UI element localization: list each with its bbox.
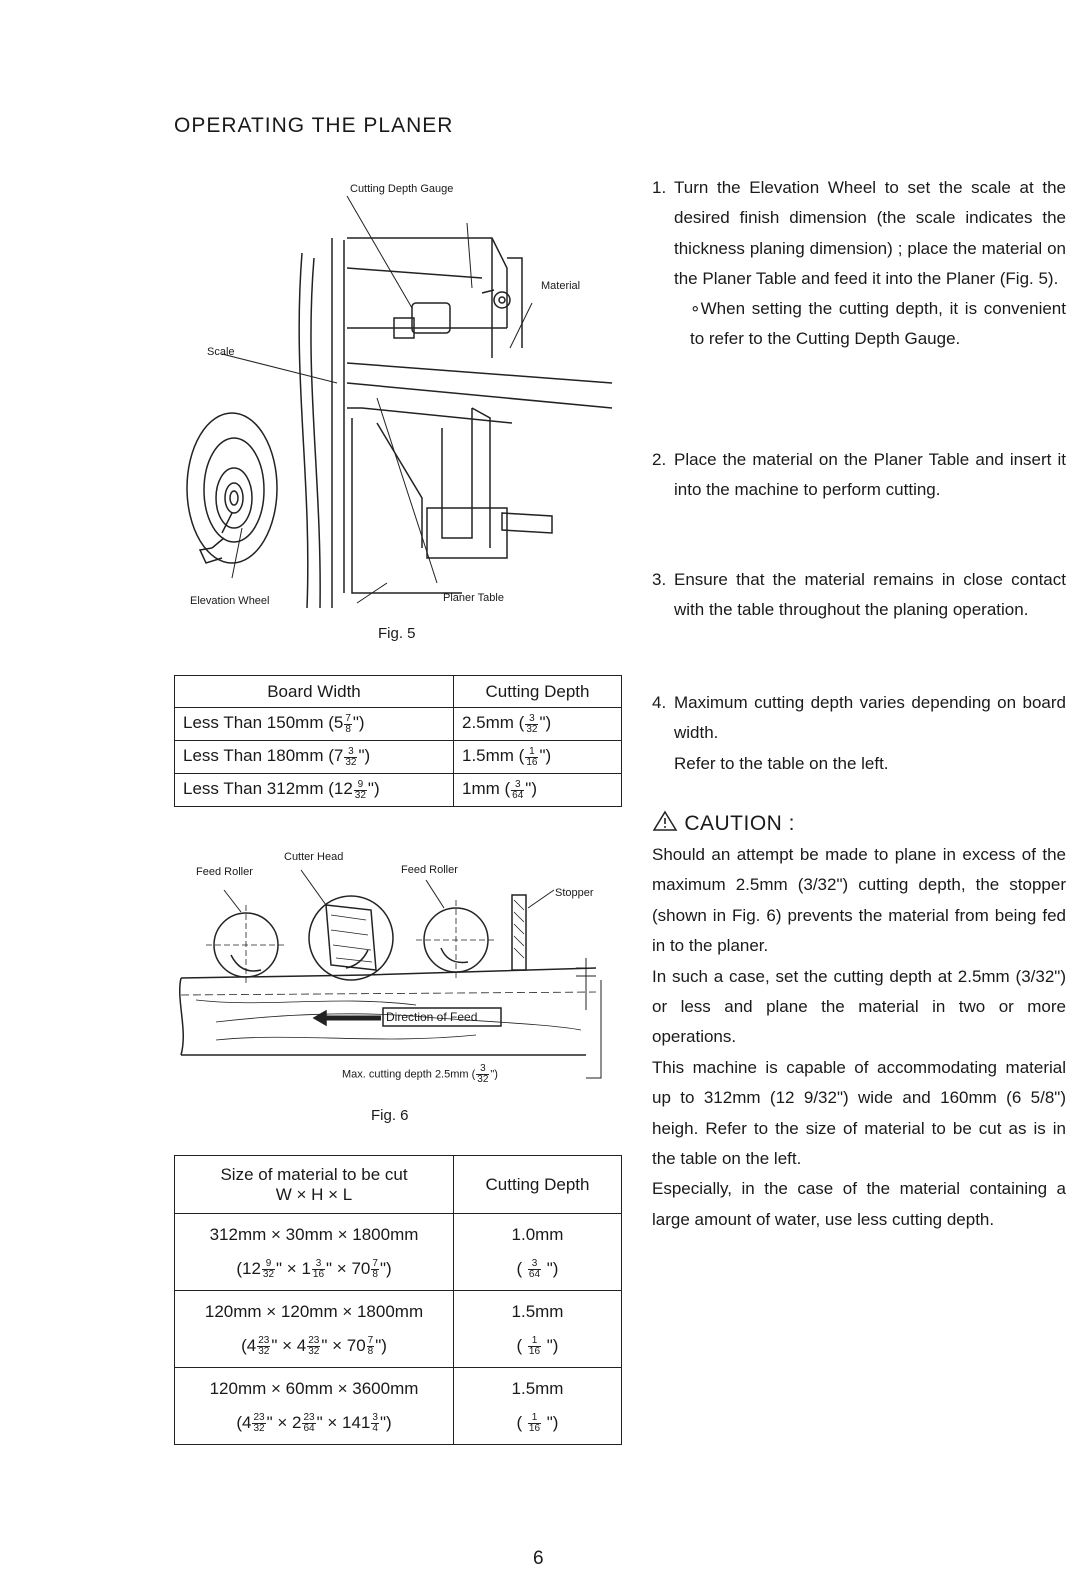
label-max-cutting-depth: Max. cutting depth 2.5mm ( $\frac{3}{32}$ ") [342,1063,498,1085]
fraction: $\frac{3}{32}$ [345,745,357,768]
step-number: 3. [652,570,667,589]
step-text: Turn the Elevation Wheel to set the scale at the desired finish dimension (the scale indicates the thickness planing dimension) ; place the material on the Planer Table and feed it into the Planer (Fig. 5). [674,178,1066,288]
table1-header-width: Board Width [175,676,454,708]
step-note: ∘When setting the cutting depth, it is convenient to refer to the Cutting Depth Gauge. [690,299,1066,349]
table-row [175,1291,622,1368]
fig5-caption: Fig. 5 [378,625,416,642]
step-number: 4. [652,693,667,712]
step-text: Ensure that the material remains in close contact with the table throughout the planing operation. [674,570,1066,620]
caution-paragraph: In such a case, set the cutting depth at 2.5mm (3/32") or less and plane the material in two or more operations. [652,966,1066,1047]
table-row: Less Than 312mm (12 $\frac{9}{32}$ ") 1mm ( $\frac{3}{64}$ ") [175,774,622,807]
step-1 [652,173,1066,355]
label-elevation-wheel: Elevation Wheel [190,595,270,607]
fig6-caption: Fig. 6 [371,1107,409,1124]
cell-depth: 1.5mm ( $\frac{1}{16}$ ") [454,1291,622,1368]
table1-header-depth: Cutting Depth [454,676,622,708]
caution-body [652,840,1066,1235]
step-number: 2. [652,450,667,469]
material-size-table [174,1155,622,1445]
warning-icon [652,810,678,832]
table-row: Less Than 150mm (5 $\frac{7}{8}$ ") 2.5mm ( $\frac{3}{32}$ ") [175,708,622,741]
cell-depth: 1.5mm ( $\frac{1}{16}$ ") [454,1368,622,1445]
step-3 [652,565,1066,626]
caution-heading [652,810,795,836]
fraction: $\frac{3}{64}$ [512,778,524,801]
label-stopper: Stopper [555,887,594,899]
fraction: $\frac{9}{32}$ [354,778,366,801]
table-row: Less Than 180mm (7 $\frac{3}{32}$ ") 1.5mm ( $\frac{1}{16}$ ") [175,741,622,774]
cell-size: 312mm × 30mm × 1800mm (12 $\frac{9}{32}$ " × 1 $\frac{3}{16}$ " × 70 $\frac{7}{8}$ ") [175,1214,454,1291]
step-4 [652,688,1066,779]
cell-text: 1.5mm ( [462,746,525,766]
label-planer-table: Planer Table [443,592,504,604]
cell-text: Less Than 312mm (12 [183,779,353,799]
cell-text: 2.5mm ( [462,713,525,733]
fraction: $\frac{3}{32}$ [477,1063,489,1085]
label-direction-of-feed: Direction of Feed [386,1010,478,1024]
label-scale: Scale [207,346,235,358]
caution-paragraph: This machine is capable of accommodating material up to 312mm (12 9/32") wide and 160mm (6 5/8") heigh. Refer to the size of material to be cut as is in the table on the left. [652,1057,1066,1169]
board-width-table [174,675,622,807]
cell-text: Less Than 150mm (5 [183,713,344,733]
cell-depth: 1.0mm ( $\frac{3}{64}$ ") [454,1214,622,1291]
cell-text: 1mm ( [462,779,511,799]
label-cutter-head: Cutter Head [284,851,344,863]
caution-paragraph: Should an attempt be made to plane in excess of the maximum 2.5mm (3/32") cutting depth, the stopper (shown in Fig. 6) prevents the material from being fed in to the planer. [652,845,1066,956]
fig5-illustration [172,178,632,618]
page-number: 6 [533,1548,544,1569]
fraction: $\frac{1}{16}$ [526,745,538,768]
label-material: Material [541,280,581,292]
step-text: Place the material on the Planer Table and insert it into the machine to perform cutting. [674,450,1066,500]
table2-header-depth: Cutting Depth [454,1156,622,1214]
page-title: OPERATING THE PLANER [174,114,454,137]
step-text: Maximum cutting depth varies depending on board width. [674,693,1066,743]
fraction: $\frac{7}{8}$ [345,712,351,735]
label-feed-roller-right: Feed Roller [401,864,458,876]
cell-size: 120mm × 60mm × 3600mm (4 $\frac{23}{32}$ " × 2 $\frac{23}{64}$ " × 141 $\frac{3}{4}$ ") [175,1368,454,1445]
cell-size: 120mm × 120mm × 1800mm (4 $\frac{23}{32}$ " × 4 $\frac{23}{32}$ " × 70 $\frac{7}{8}$ ") [175,1291,454,1368]
fraction: $\frac{3}{32}$ [526,712,538,735]
label-cutting-depth-gauge: Cutting Depth Gauge [350,183,454,195]
step-note: Refer to the table on the left. [674,753,889,773]
cell-text: Less Than 180mm (7 [183,746,344,766]
table-row [175,1368,622,1445]
step-2 [652,445,1066,506]
fig6-illustration [176,850,616,1090]
table2-header-size: Size of material to be cut W × H × L [175,1156,454,1214]
label-feed-roller-left: Feed Roller [196,866,253,878]
table-row [175,1214,622,1291]
caution-paragraph: Especially, in the case of the material containing a large amount of water, use less cutting depth. [652,1179,1066,1229]
step-number: 1. [652,178,667,197]
caution-label: CAUTION : [684,812,796,835]
